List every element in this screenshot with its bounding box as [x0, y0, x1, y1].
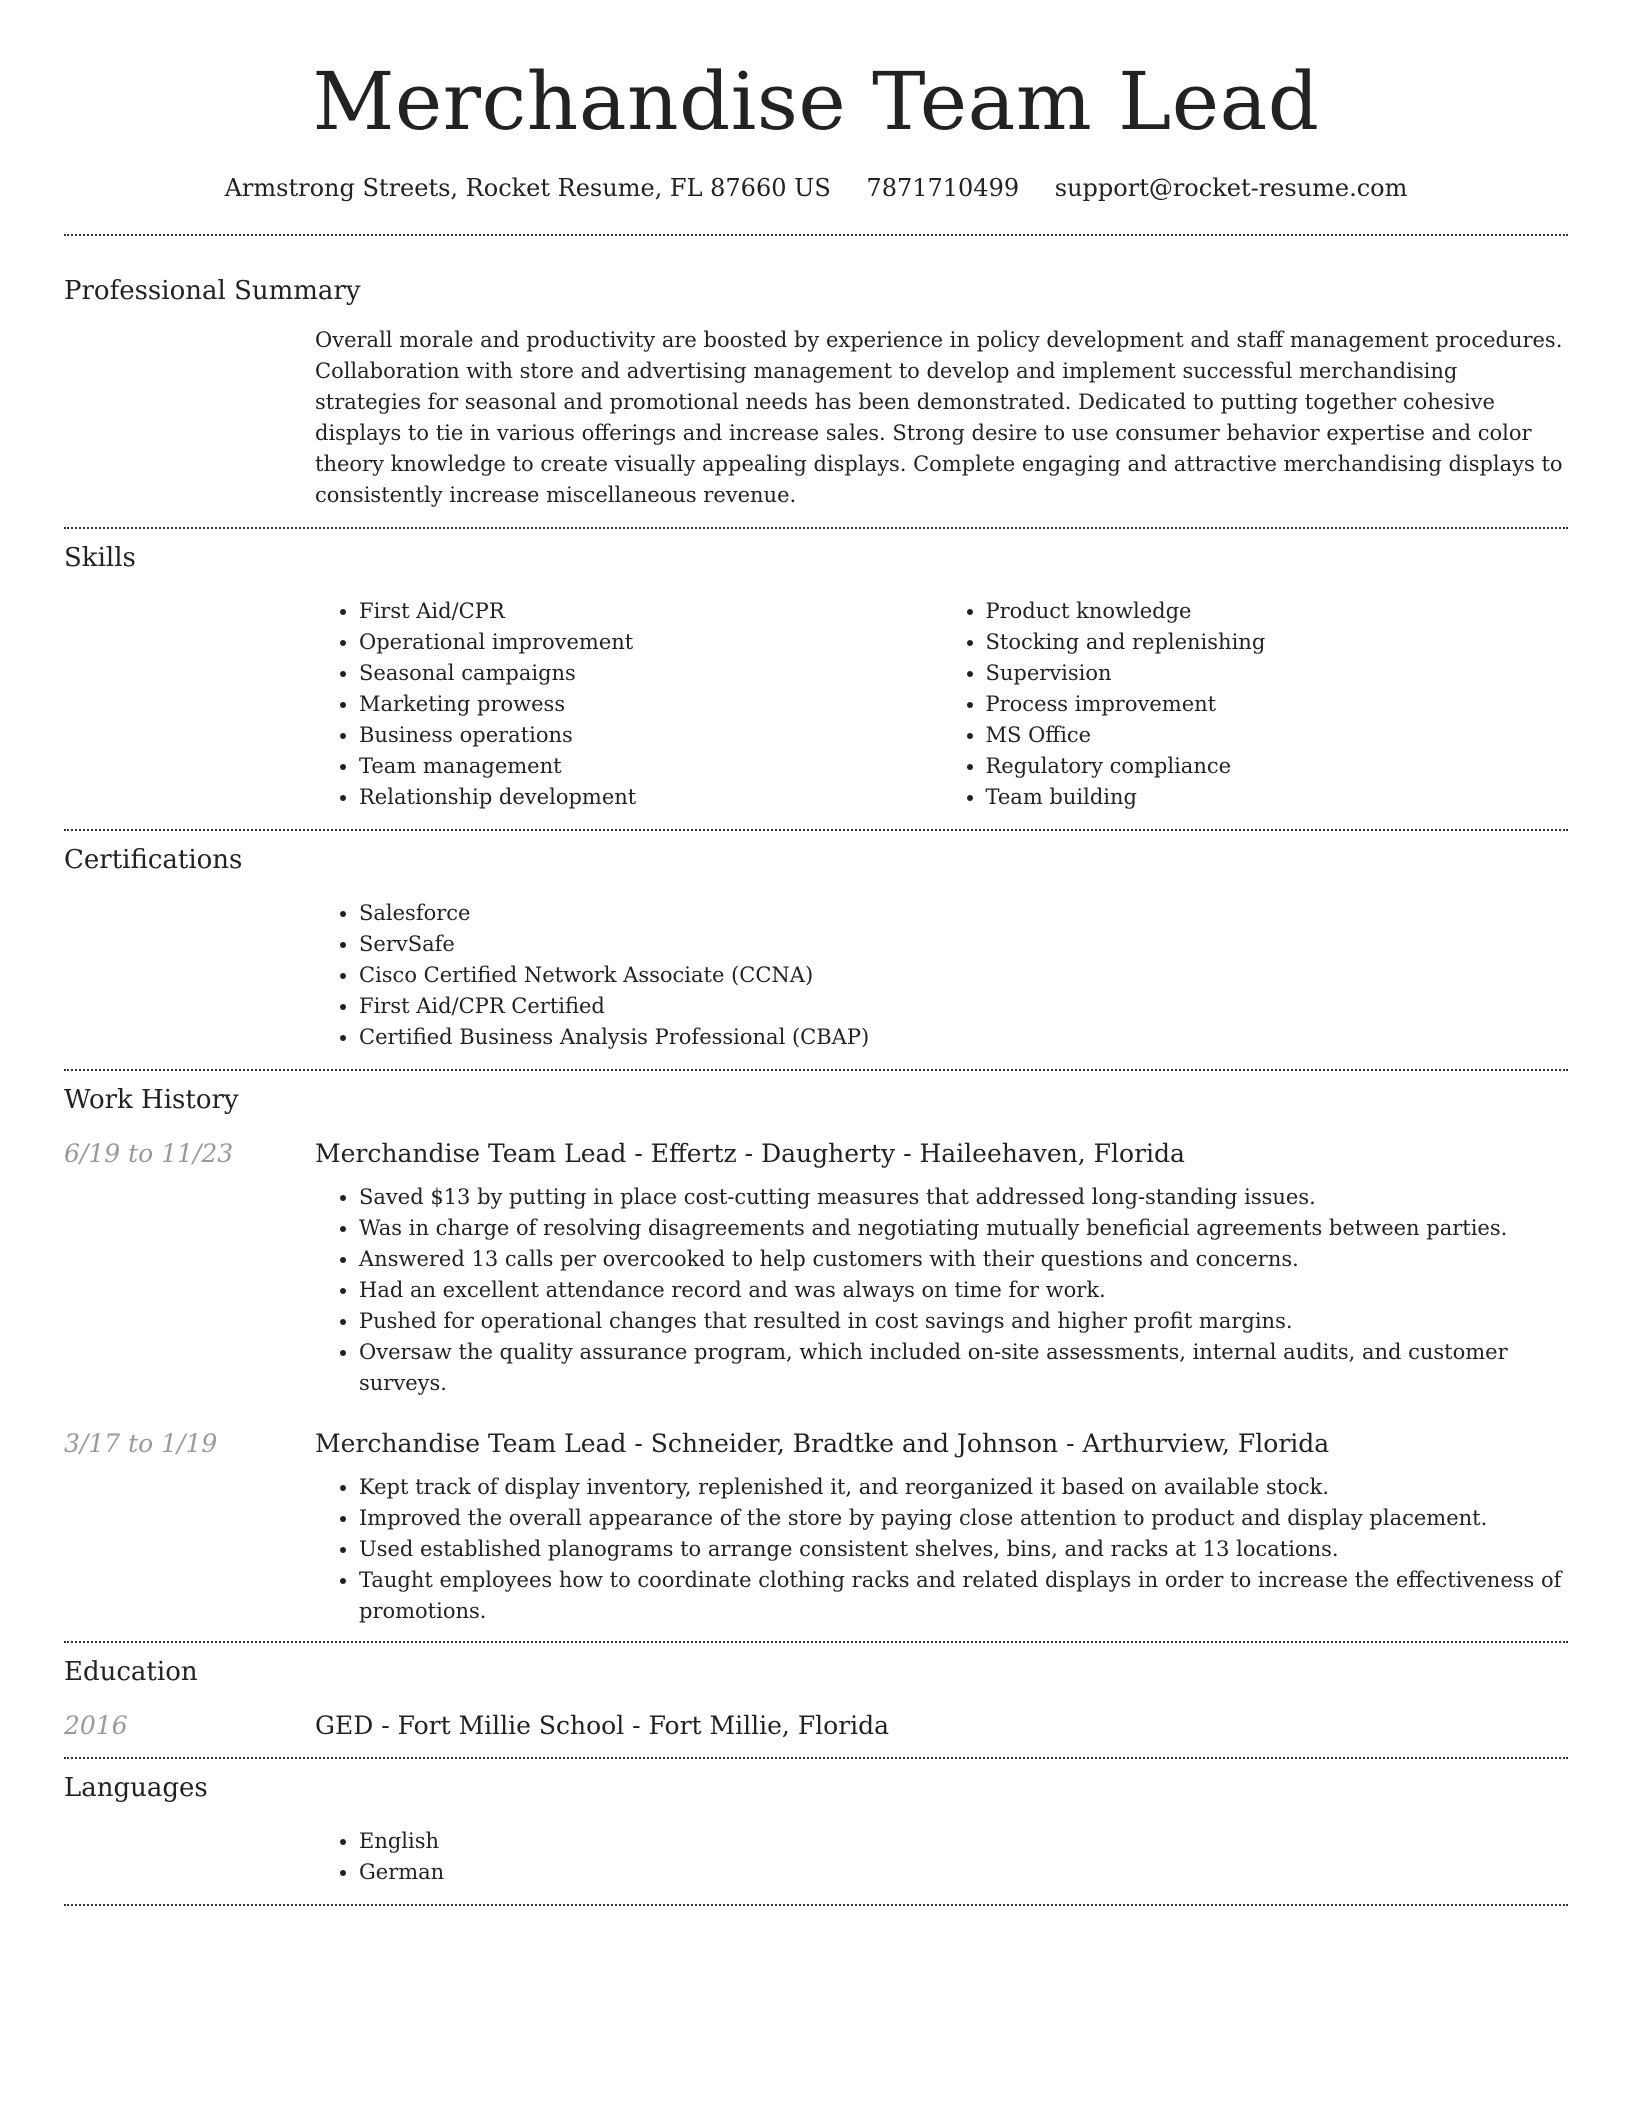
languages-section: [64, 1759, 1568, 1904]
job-bullet: • Saved $13 by putting in place cost-cutting measures that addressed long-standing issues.: [359, 1182, 1568, 1213]
education-entry: [64, 1709, 1568, 1743]
job-title: Merchandise Team Lead - Effertz - Daugherty - Haileehaven, Florida: [315, 1139, 1185, 1168]
email: support@rocket-resume.com: [1054, 174, 1408, 202]
summary-section: [64, 236, 1568, 527]
section-title-languages: Languages: [64, 1773, 208, 1803]
languages-content: [315, 1826, 1568, 1888]
languages-list: [315, 1826, 1568, 1888]
education-title: GED - Fort Millie School - Fort Millie, Florida: [315, 1711, 890, 1740]
certifications-section: [64, 831, 1568, 1069]
job-date: 3/17 to 1/19: [64, 1429, 218, 1458]
job-header: [64, 1137, 1568, 1171]
job-bullet: • Had an excellent attendance record and was always on time for work.: [359, 1275, 1568, 1306]
skill-item: • Team building: [986, 782, 1569, 813]
job-bullet: • Answered 13 calls per overcooked to help customers with their questions and concerns.: [359, 1244, 1568, 1275]
certification-item: • First Aid/CPR Certified: [359, 991, 1568, 1022]
job-entry: [64, 1427, 1568, 1627]
skills-columns: [315, 596, 1568, 813]
language-item: • German: [359, 1857, 1568, 1888]
certification-item: • Cisco Certified Network Associate (CCNA): [359, 960, 1568, 991]
skill-item: • MS Office: [986, 720, 1569, 751]
section-title-work: Work History: [64, 1085, 239, 1115]
job-bullet: • Used established planograms to arrange consistent shelves, bins, and racks at 13 locations.: [359, 1534, 1568, 1565]
education-date: 2016: [64, 1711, 128, 1740]
candidate-name: Merchandise Team Lead: [312, 55, 1320, 148]
skills-section: [64, 529, 1568, 829]
skill-item: • Supervision: [986, 658, 1569, 689]
resume-header: [64, 0, 1568, 204]
certification-item: • Salesforce: [359, 898, 1568, 929]
skill-item: • Marketing prowess: [359, 689, 942, 720]
job-bullet: • Pushed for operational changes that resulted in cost savings and higher profit margins.: [359, 1306, 1568, 1337]
section-title-summary: Professional Summary: [64, 276, 361, 306]
skills-list-left: [315, 596, 942, 813]
skill-item: • Team management: [359, 751, 942, 782]
certification-item: • ServSafe: [359, 929, 1568, 960]
skill-item: • Stocking and replenishing: [986, 627, 1569, 658]
work-history-section: [64, 1071, 1568, 1641]
job-details: [315, 1472, 1568, 1627]
education-section: [64, 1643, 1568, 1757]
certifications-content: [315, 898, 1568, 1053]
skill-item: • Product knowledge: [986, 596, 1569, 627]
job-title: Merchandise Team Lead - Schneider, Bradtke and Johnson - Arthurview, Florida: [315, 1429, 1330, 1458]
divider: [64, 1904, 1568, 1906]
job-bullet: • Taught employees how to coordinate clothing racks and related displays in order to increase the effectiveness of promotions.: [359, 1565, 1568, 1627]
skill-item: • First Aid/CPR: [359, 596, 942, 627]
job-bullets: [315, 1472, 1568, 1627]
language-item: • English: [359, 1826, 1568, 1857]
skill-item: • Regulatory compliance: [986, 751, 1569, 782]
job-entry: [64, 1137, 1568, 1399]
job-date: 6/19 to 11/23: [64, 1139, 234, 1168]
section-title-education: Education: [64, 1657, 198, 1687]
skills-list-right: [942, 596, 1569, 813]
job-bullet: • Kept track of display inventory, replenished it, and reorganized it based on available stock.: [359, 1472, 1568, 1503]
job-bullet: • Improved the overall appearance of the store by paying close attention to product and display placement.: [359, 1503, 1568, 1534]
certifications-list: [315, 898, 1568, 1053]
section-title-certifications: Certifications: [64, 845, 243, 875]
job-details: [315, 1182, 1568, 1399]
skill-item: • Business operations: [359, 720, 942, 751]
skill-item: • Relationship development: [359, 782, 942, 813]
summary-text: Overall morale and productivity are boosted by experience in policy development and staff management procedures. Collaboration with store and advertising management to develop and implement successful merchandising strategies for seasonal and promotional needs has been demonstrated. Dedicated to putting together cohesive displays to tie in various offerings and increase sales. Strong desire to use consumer behavior expertise and color theory knowledge to create visually appealing displays. Complete engaging and attractive merchandising displays to consistently increase miscellaneous revenue.: [315, 328, 1563, 507]
phone: 7871710499: [866, 174, 1020, 202]
section-title-skills: Skills: [64, 543, 136, 573]
job-header: [64, 1427, 1568, 1461]
job-bullet: • Was in charge of resolving disagreements and negotiating mutually beneficial agreements between parties.: [359, 1213, 1568, 1244]
address: Armstrong Streets, Rocket Resume, FL 87660 US: [224, 174, 831, 202]
contact-line: [64, 172, 1568, 204]
skill-item: • Process improvement: [986, 689, 1569, 720]
job-bullet: • Oversaw the quality assurance program, which included on-site assessments, internal audits, and customer surveys.: [359, 1337, 1568, 1399]
job-bullets: [315, 1182, 1568, 1399]
summary-content: [315, 325, 1568, 511]
skill-item: • Seasonal campaigns: [359, 658, 942, 689]
skill-item: • Operational improvement: [359, 627, 942, 658]
certification-item: • Certified Business Analysis Professional (CBAP): [359, 1022, 1568, 1053]
